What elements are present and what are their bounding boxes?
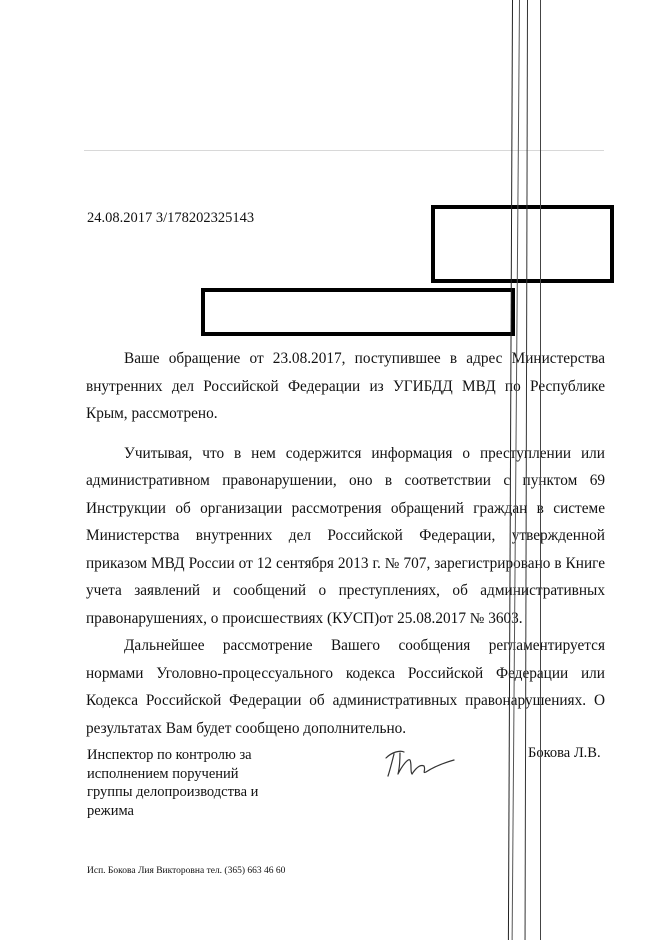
handwritten-signature xyxy=(380,744,460,784)
body-paragraph: Ваше обращение от 23.08.2017, поступившее в адрес Министерства внутренних дел Российской Федерации из УГИБДД МВД по Республике Крым, рассмотрено. xyxy=(86,350,605,422)
signer-name: Бокова Л.В. xyxy=(528,745,601,761)
body-paragraph: Учитывая, что в нем содержится информация о преступлении или административном правонарушении, оно в соответствии с пунктом 69 Инструкции об организации рассмотрения обращений граждан в системе Министерства внутренних дел Российской Федерации, утвержденной приказом МВД России от 12 сентября 2013 г. № 707, зарегистрировано в Книге учета заявлений и сообщений о преступлениях, об административных правонарушениях, о происшествиях (КУСП)от 25.08.2017 № 3603. xyxy=(86,444,605,627)
redacted-addressee xyxy=(431,205,614,283)
registration-number: 24.08.2017 3/178202325143 xyxy=(87,210,255,226)
signer-position: Инспектор по контролю за исполнением поручений группы делопроизводства и режима xyxy=(87,747,259,819)
body-paragraph: Дальнейшее рассмотрение Вашего сообщения регламентируется нормами Уголовно-процессуального кодекса Российской Федерации или Кодекса Российской Федерации об административных правонарушениях. О результатах Вам будет сообщено дополнительно. xyxy=(86,637,605,737)
scan-artifact-line xyxy=(540,0,541,940)
redacted-greeting xyxy=(201,288,515,336)
letter-body xyxy=(86,345,605,742)
executor-contact: Исп. Бокова Лия Викторовна тел. (365) 663 46 60 xyxy=(87,866,286,876)
